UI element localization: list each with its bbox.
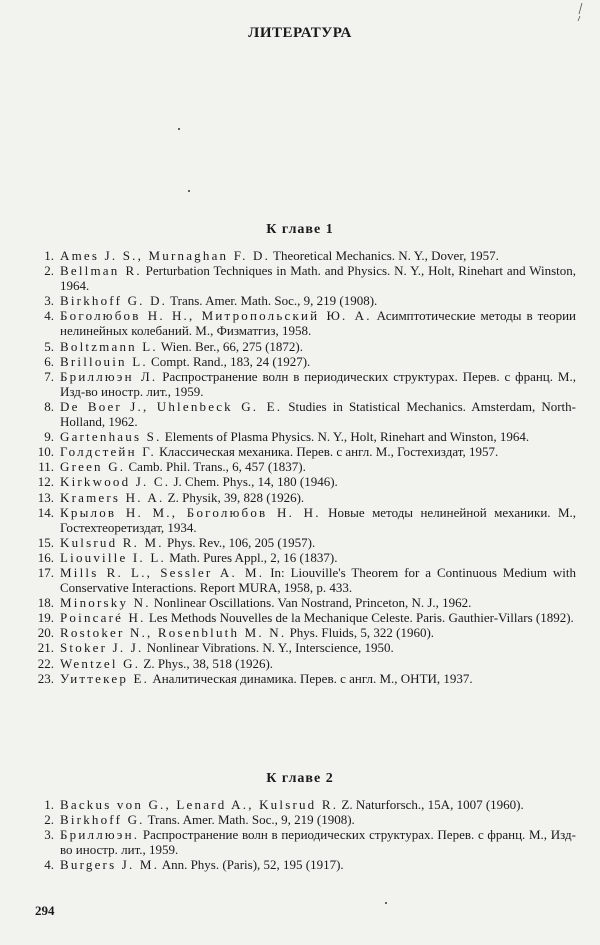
reference-citation: Studies in Statistical Mechanics. Amsterdam, North-Holland, 1962.	[60, 398, 576, 430]
reference-author: Бриллюэн Л.	[60, 368, 158, 384]
reference-body	[60, 857, 576, 872]
reference-body	[60, 535, 576, 550]
reference-list-chapter-2	[28, 797, 576, 872]
print-speck	[188, 190, 190, 192]
reference-number: 1.	[44, 248, 54, 263]
reference-citation: Аналитическая динамика. Перев. с англ. М., ОНТИ, 1937.	[149, 670, 473, 686]
reference-item	[28, 550, 576, 565]
reference-number: 10.	[37, 444, 54, 460]
reference-item	[28, 595, 576, 610]
reference-author: Brillouin L.	[60, 353, 148, 369]
reference-citation: Trans. Amer. Math. Soc., 9, 219 (1908).	[144, 812, 355, 828]
reference-number: 1.	[44, 797, 54, 812]
reference-body	[60, 827, 576, 857]
reference-item	[28, 444, 576, 459]
reference-body	[60, 656, 576, 671]
reference-body	[60, 812, 576, 827]
reference-citation: Классическая механика. Перев. с англ. М., Гостехиздат, 1957.	[155, 444, 499, 460]
reference-number: 15.	[37, 534, 54, 550]
reference-body	[60, 293, 576, 308]
reference-citation: J. Chem. Phys., 14, 180 (1946).	[170, 474, 338, 490]
reference-list-chapter-1	[28, 248, 576, 686]
reference-item	[28, 827, 576, 857]
reference-author: Уиттекер Е.	[60, 670, 150, 686]
reference-number: 2.	[44, 812, 54, 828]
reference-author: Birkhoff G.	[60, 812, 145, 828]
reference-item	[28, 339, 576, 354]
reference-citation: Perturbation Techniques in Math. and Physics. N. Y., Holt, Rinehart and Winston, 1964.	[60, 263, 576, 294]
reference-item	[28, 293, 576, 308]
reference-body	[60, 625, 576, 640]
reference-item	[28, 797, 576, 812]
reference-citation: Асимптотические методы в теории нелинейных колебаний. М., Физматгиз, 1958.	[60, 308, 576, 339]
reference-citation: Z. Naturforsch., 15A, 1007 (1960).	[338, 797, 524, 812]
reference-body	[60, 444, 576, 459]
reference-body	[60, 459, 576, 474]
reference-number: 19.	[37, 610, 54, 626]
reference-author: Stoker J. J.	[60, 640, 144, 656]
reference-item	[28, 671, 576, 686]
page-number: 294	[35, 903, 55, 918]
reference-body	[60, 369, 576, 399]
reference-body	[60, 248, 576, 263]
reference-body	[60, 797, 576, 812]
reference-author: Poincaré H.	[60, 610, 146, 626]
reference-body	[60, 399, 576, 429]
reference-author: Ames J. S., Murnaghan F. D.	[60, 248, 271, 263]
reference-body	[60, 354, 576, 369]
reference-author: De Boer J., Uhlenbeck G. E.	[60, 398, 283, 414]
reference-citation: Theoretical Mechanics. N. Y., Dover, 1957.	[270, 248, 499, 263]
reference-item	[28, 369, 576, 399]
reference-author: Backus von G., Lenard A., Kulsrud R.	[60, 797, 339, 812]
reference-item	[28, 263, 576, 293]
reference-body	[60, 505, 576, 535]
section-heading-chapter-2: К главе 2	[266, 771, 334, 786]
reference-author: Bellman R.	[60, 263, 142, 279]
reference-item	[28, 429, 576, 444]
reference-number: 18.	[37, 595, 54, 611]
reference-number: 3.	[44, 293, 54, 309]
reference-item	[28, 459, 576, 474]
reference-number: 12.	[37, 474, 54, 490]
reference-number: 4.	[44, 857, 54, 873]
reference-item	[28, 857, 576, 872]
reference-author: Boltzmann L.	[60, 338, 158, 354]
reference-citation: Распространение волн в периодических структурах. Перев. с франц. М., Изд-во иностр. лит., 1959.	[60, 827, 576, 858]
reference-citation: Ann. Phys. (Paris), 52, 195 (1917).	[159, 857, 344, 873]
reference-author: Liouville I. L.	[60, 549, 166, 565]
reference-number: 11.	[38, 459, 54, 475]
reference-number: 2.	[44, 263, 54, 279]
reference-number: 4.	[44, 308, 54, 324]
reference-item	[28, 308, 576, 338]
reference-item	[28, 248, 576, 263]
reference-body	[60, 490, 576, 505]
reference-number: 3.	[44, 827, 54, 843]
reference-number: 21.	[37, 640, 54, 656]
section-heading-chapter-1: К главе 1	[266, 222, 334, 237]
reference-number: 8.	[44, 398, 54, 414]
reference-author: Birkhoff G. D.	[60, 293, 168, 309]
reference-author: Бриллюэн.	[60, 827, 140, 843]
reference-number: 23.	[37, 670, 54, 686]
page-title: ЛИТЕРАТУРА	[248, 25, 352, 41]
reference-item	[28, 490, 576, 505]
reference-author: Kulsrud R. M.	[60, 534, 164, 550]
reference-body	[60, 565, 576, 595]
reference-author: Wentzel G.	[60, 655, 141, 671]
reference-citation: Новые методы нелинейной механики. М., Гостехтеоретиздат, 1934.	[60, 504, 577, 535]
reference-citation: Nonlinear Oscillations. Van Nostrand, Princeton, N. J., 1962.	[150, 595, 472, 611]
reference-body	[60, 429, 576, 444]
reference-citation: Math. Pures Appl., 2, 16 (1837).	[165, 549, 338, 565]
reference-author: Голдстейн Г.	[60, 444, 156, 460]
reference-number: 16.	[37, 549, 54, 565]
reference-citation: Trans. Amer. Math. Soc., 9, 219 (1908).	[167, 293, 378, 309]
reference-item	[28, 505, 576, 535]
reference-item	[28, 535, 576, 550]
reference-author: Minorsky N.	[60, 595, 151, 611]
reference-author: Green G.	[60, 459, 126, 475]
reference-citation: Распространение волн в периодических структурах. Перев. с франц. М., Изд-во иностр. лит., 1959.	[60, 368, 576, 399]
reference-citation: Les Methods Nouvelles de la Mechanique Celeste. Paris. Gauthier-Villars (1892).	[145, 610, 574, 626]
reference-item	[28, 565, 576, 595]
reference-author: Kirkwood J. C.	[60, 474, 171, 490]
print-speck	[178, 128, 180, 130]
reference-author: Kramers H. A.	[60, 489, 165, 505]
reference-item	[28, 656, 576, 671]
reference-number: 22.	[37, 655, 54, 671]
reference-number: 20.	[37, 625, 54, 641]
reference-author: Burgers J. M.	[60, 857, 160, 873]
reference-citation: Nonlinear Vibrations. N. Y., Interscience, 1950.	[143, 640, 394, 656]
reference-body	[60, 550, 576, 565]
reference-body	[60, 671, 576, 686]
reference-body	[60, 610, 576, 625]
reference-item	[28, 812, 576, 827]
reference-body	[60, 640, 576, 655]
reference-author: Rostoker N., Rosenbluth M. N.	[60, 625, 287, 641]
reference-item	[28, 474, 576, 489]
reference-body	[60, 339, 576, 354]
reference-item	[28, 610, 576, 625]
reference-citation: Camb. Phil. Trans., 6, 457 (1837).	[125, 459, 306, 475]
reference-number: 7.	[44, 368, 54, 384]
reference-body	[60, 474, 576, 489]
reference-citation: Elements of Plasma Physics. N. Y., Holt, Rinehart and Winston, 1964.	[161, 429, 530, 445]
reference-author: Боголюбов Н. Н., Митропольский Ю. А.	[60, 308, 372, 324]
reference-citation: Phys. Fluids, 5, 322 (1960).	[286, 625, 435, 641]
reference-item	[28, 640, 576, 655]
print-speck	[385, 902, 387, 904]
reference-author: Mills R. L., Sessler A. M.	[60, 564, 265, 580]
reference-item	[28, 399, 576, 429]
reference-body	[60, 595, 576, 610]
pen-mark	[575, 2, 585, 22]
reference-number: 14.	[37, 504, 54, 520]
reference-body	[60, 263, 576, 293]
reference-author: Gartenhaus S.	[60, 429, 162, 445]
reference-author: Крылов Н. М., Боголюбов Н. Н.	[60, 504, 321, 520]
reference-number: 5.	[44, 338, 54, 354]
reference-item	[28, 625, 576, 640]
reference-citation: Phys. Rev., 106, 205 (1957).	[163, 534, 316, 550]
reference-citation: Z. Phys., 38, 518 (1926).	[140, 655, 274, 671]
reference-body	[60, 308, 576, 338]
reference-item	[28, 354, 576, 369]
reference-number: 6.	[44, 353, 54, 369]
reference-citation: In: Liouville's Theorem for a Continuous Medium with Conservative Interactions. Report MURA, 1958, p. 433.	[60, 564, 576, 596]
reference-number: 17.	[37, 564, 54, 580]
reference-citation: Z. Physik, 39, 828 (1926).	[164, 489, 305, 505]
reference-number: 9.	[44, 429, 54, 445]
reference-number: 13.	[37, 489, 54, 505]
reference-citation: Compt. Rand., 183, 24 (1927).	[147, 353, 311, 369]
reference-citation: Wien. Ber., 66, 275 (1872).	[157, 338, 303, 354]
